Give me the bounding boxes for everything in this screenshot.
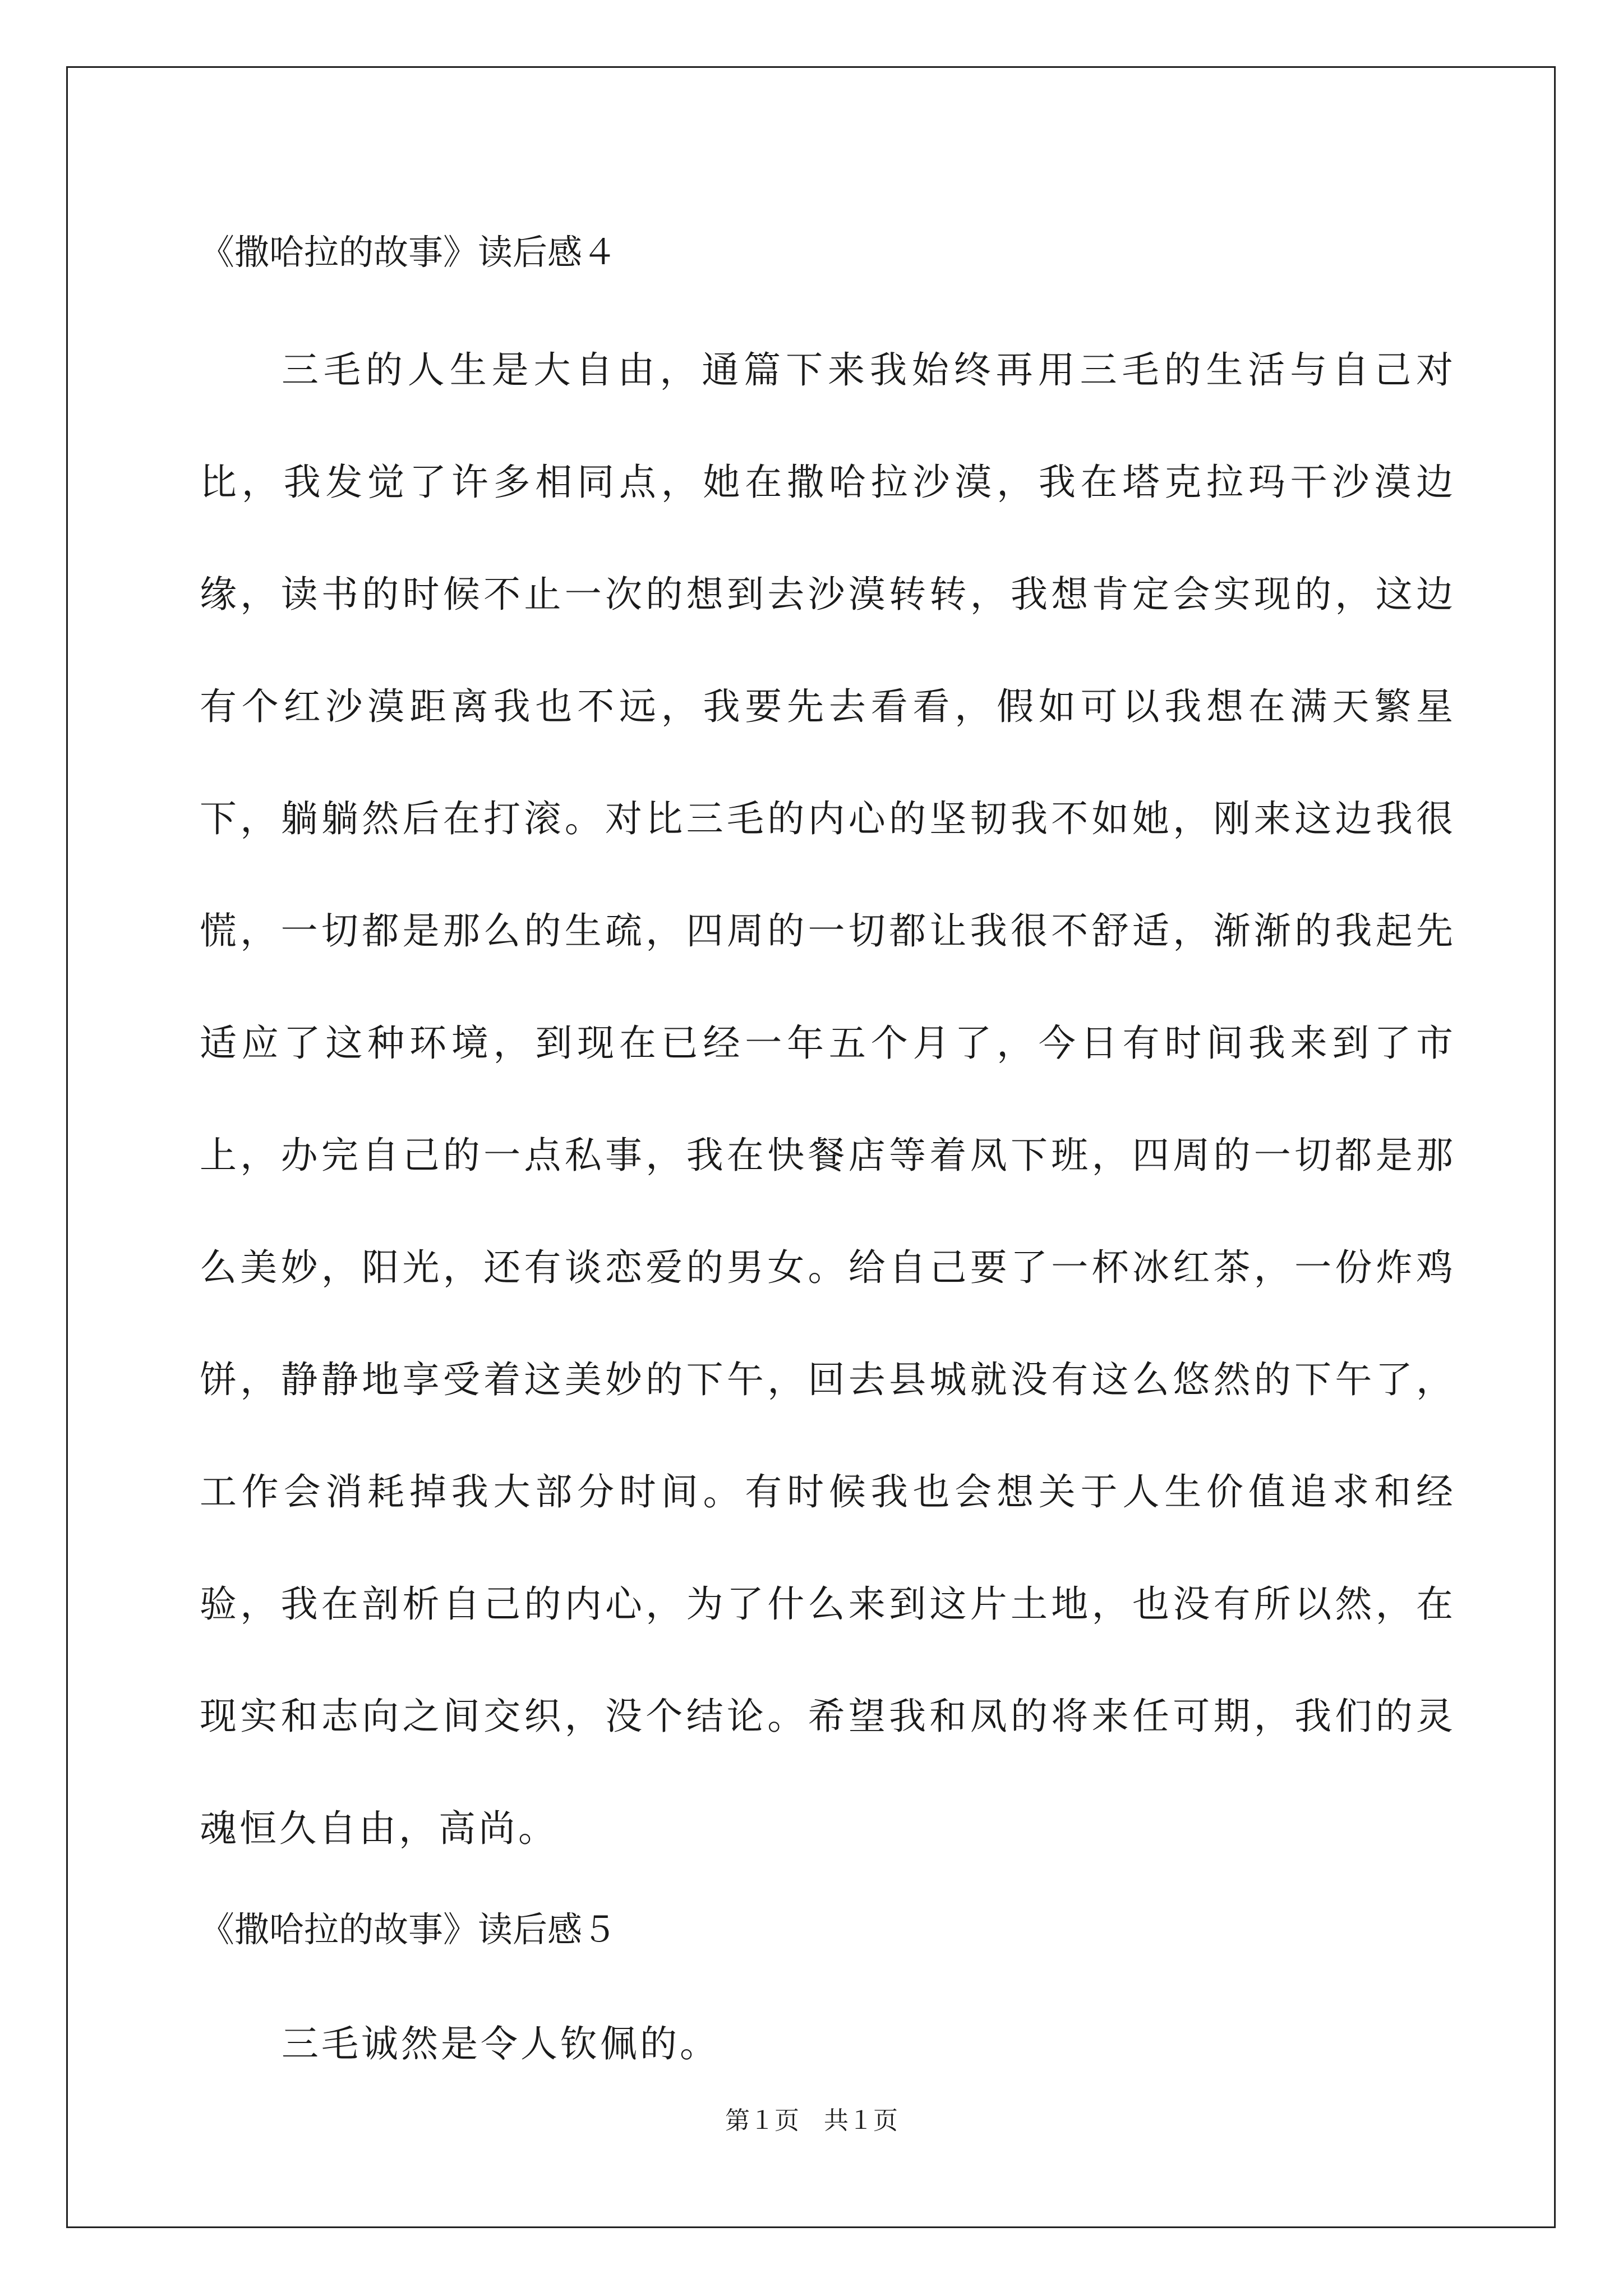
- section-paragraph: 三毛的人生是大自由，通篇下来我始终再用三毛的生活与自己对比，我发觉了许多相同点，她在撒哈拉沙漠，我在塔克拉玛干沙漠边缘，读书的时候不止一次的想到去沙漠转转，我想肯定会实现的，这边有个红沙漠距离我也不远，我要先去看看，假如可以我想在满天繁星下，躺躺然后在打滚。对比三毛的内心的坚韧我不如她，刚来这边我很慌，一切都是那么的生疏，四周的一切都让我很不舒适，渐渐的我起先适应了这种环境，到现在已经一年五个月了，今日有时间我来到了市上，办完自己的一点私事，我在快餐店等着凤下班，四周的一切都是那么美妙，阳光，还有谈恋爱的男女。给自己要了一杯冰红茶，一份炸鸡饼，静静地享受着这美妙的下午，回去县城就没有这么悠然的下午了，工作会消耗掉我大部分时间。有时候我也会想关于人生价值追求和经验，我在剖析自己的内心，为了什么来到这片土地，也没有所以然，在现实和志向之间交织，没个结论。希望我和凤的将来任可期，我们的灵魂恒久自由，高尚。: [200, 348, 1456, 1850]
- page-footer: 第１页 共１页: [725, 2106, 898, 2135]
- section-paragraph: 三毛诚然是令人钦佩的。: [282, 2022, 720, 2065]
- document-body: [200, 219, 1456, 2100]
- section-heading: 《撒哈拉的故事》读后感５: [200, 1909, 617, 1950]
- section-heading: 《撒哈拉的故事》读后感４: [200, 232, 617, 273]
